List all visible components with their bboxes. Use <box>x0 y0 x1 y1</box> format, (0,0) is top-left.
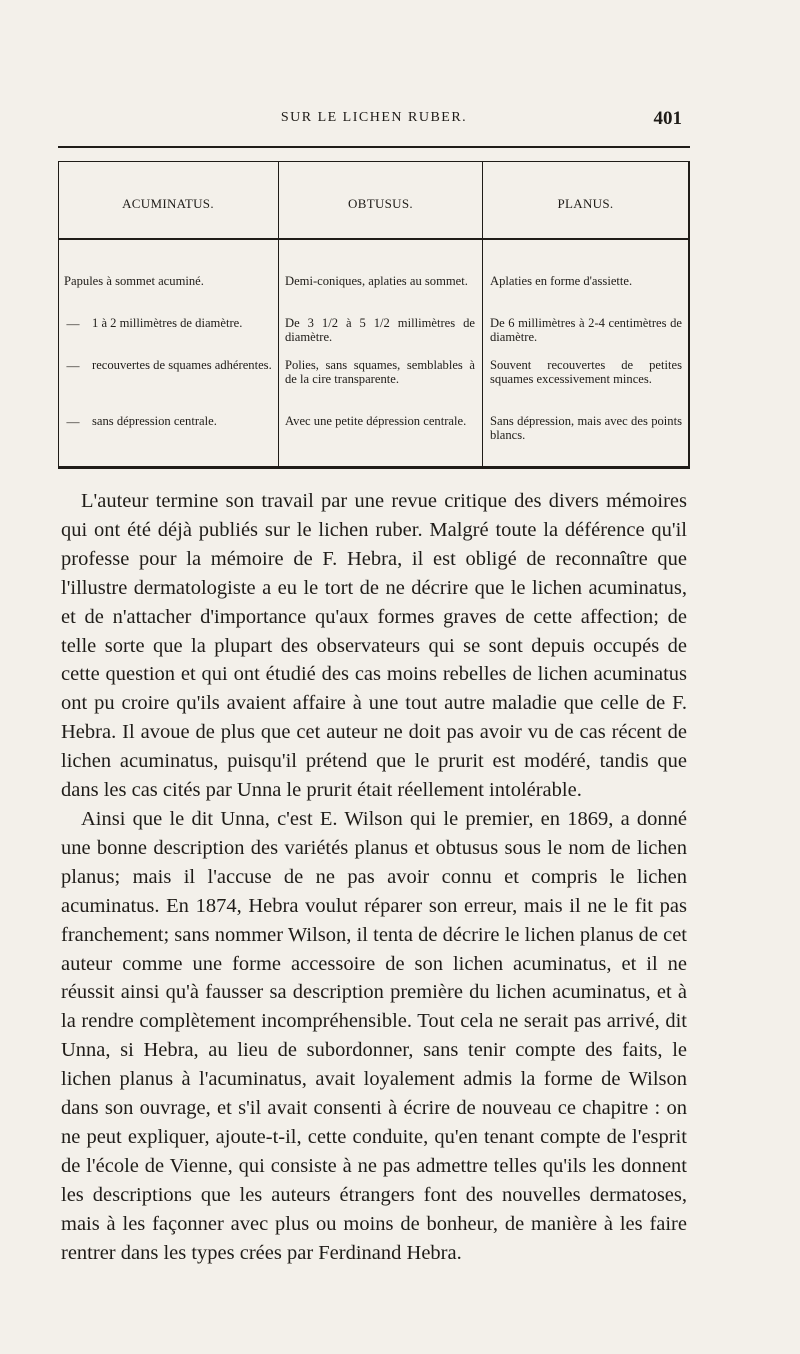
column-header-planus: PLANUS. <box>557 196 614 211</box>
lichen-comparison-table <box>58 146 690 474</box>
running-head-title: SUR LE LICHEN RUBER. <box>280 110 468 125</box>
cell-obtusus-row-1: Demi-coniques, aplaties au sommet. <box>285 274 468 288</box>
paragraph: L'auteur termine son travail par une revue critique des divers mémoires qui ont été déjà publiés sur le lichen ruber. Malgré toute la déférence qu'il professe pour la mémoire de F. Hebra, il est obligé de reconnaître que l'illustre dermatologiste a eu le tort de ne décrire que le lichen acuminatus, et de n'attacher d'importance qu'aux formes graves de cette affection; de telle sorte que la plupart des observateurs qui se sont depuis occupés de cette question et qui ont étudié des cas moins rebelles de lichen acuminatus ont pu croire qu'ils avaient affaire à une tout autre maladie que celle de F. Hebra. Il avoue de plus que cet auteur ne doit pas avoir vu de cas récent de lichen acuminatus, puisqu'il prétend que le prurit est modéré, tandis que dans les cas cités par Unna le prurit était réellement intolérable. <box>61 490 687 802</box>
cell-acuminatus-row-2: 1 à 2 millimètres de diamètre. <box>92 316 243 330</box>
cell-obtusus-row-3: Polies, sans squames, semblables à de la cire transparente. <box>285 358 475 386</box>
paragraph: Ainsi que le dit Unna, c'est E. Wilson qui le premier, en 1869, a donné une bonne description des variétés planus et obtusus sous le nom de lichen planus; mais il l'accuse de ne pas avoir connu et compris le lichen acuminatus. En 1874, Hebra voulut réparer son erreur, mais il ne le fit pas franchement; sans nommer Wilson, il tenta de décrire le lichen planus de cet auteur comme une forme accessoire de son lichen acuminatus, et il ne réussit ainsi qu'à fausser sa description première du lichen acuminatus, et à la rendre complètement incompréhensible. Tout cela ne serait pas arrivé, dit Unna, si Hebra, au lieu de subordonner, sans tenir compte des faits, le lichen planus à l'acuminatus, avait loyalement admis la forme de Wilson dans son ouvrage, et s'il avait consenti à écrire de nouveau ce chapitre : on ne peut expliquer, ajoute-t-il, cette conduite, qu'en tenant compte de l'esprit de l'école de Vienne, qui consiste à ne pas admettre telles qu'ils les donnent les descriptions que les auteurs étrangers font des nouvelles dermatoses, mais à les façonner avec plus ou moins de bonheur, de manière à les faire rentrer dans les types crées par Ferdinand Hebra. <box>61 807 687 1264</box>
running-head <box>62 108 686 130</box>
table-header-rule <box>58 238 690 240</box>
cell-obtusus-row-2: De 3 1/2 à 5 1/2 millimètres de diamètre. <box>285 316 475 344</box>
cell-acuminatus-row-4: sans dépression centrale. <box>92 414 217 428</box>
column-header-obtusus: OBTUSUS. <box>348 196 413 211</box>
table-bottom-rule <box>58 466 690 469</box>
cell-acuminatus-row-1: Papules à sommet acuminé. <box>64 274 204 288</box>
ditto-dash: — <box>66 358 80 373</box>
cell-planus-row-3: Souvent recouvertes de petites squames excessivement minces. <box>490 358 682 386</box>
table-right-border <box>688 161 690 466</box>
table-top-inner-rule <box>58 161 690 162</box>
cell-obtusus-row-4: Avec une petite dépression centrale. <box>285 414 467 428</box>
cell-planus-row-1: Aplaties en forme d'assiette. <box>490 274 633 288</box>
cell-planus-row-2: De 6 millimètres à 2-4 centimètres de diamètre. <box>490 316 682 344</box>
body-text <box>61 487 687 1267</box>
cell-acuminatus-row-3: recouvertes de squames adhérentes. <box>92 358 272 372</box>
page-number: 401 <box>653 108 682 129</box>
ditto-dash: — <box>66 414 80 429</box>
ditto-dash: — <box>66 316 80 331</box>
table-top-rule <box>58 146 690 148</box>
cell-planus-row-4: Sans dépression, mais avec des points blancs. <box>490 414 682 442</box>
column-header-acuminatus: ACUMINATUS. <box>122 196 214 211</box>
